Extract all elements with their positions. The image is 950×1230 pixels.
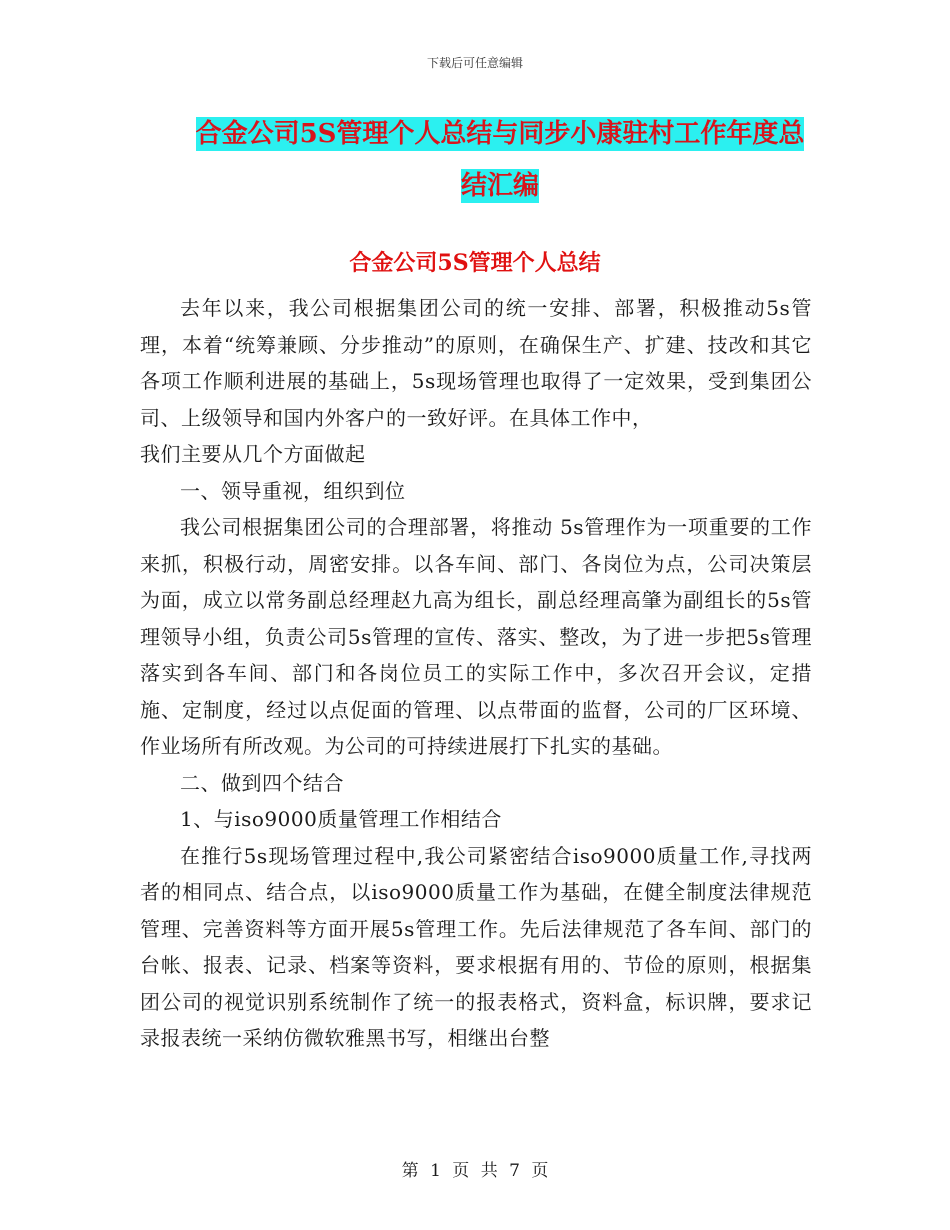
document-title [140, 108, 860, 212]
paragraph: 在推行5s现场管理过程中,我公司紧密结合iso9000质量工作,寻找两者的相同点、结合点，以iso9000质量工作为基础，在健全制度法律规范管理、完善资料等方面开展5s管理工作。先后法律规范了各车间、部门的台帐、报表、记录、档案等资料，要求根据有用的、节俭的原则，根据集团公司的视觉识别系统制作了统一的报表格式，资料盒，标识牌，要求记录报表统一采纳仿微软雅黑书写，相继出台整 [140, 843, 812, 1050]
document-title-line-2: 结汇编 [460, 171, 539, 201]
page-footer: 第 1 页 共 7 页 [401, 1161, 549, 1181]
paragraph: 1、与iso9000质量管理工作相结合 [180, 807, 502, 831]
document-title-line-1: 合金公司5S管理个人总结与同步小康驻村工作年度总 [195, 119, 805, 149]
paragraph: 去年以来，我公司根据集团公司的统一安排、部署，积极推动5s管理，本着“统筹兼顾、分步推动”的原则，在确保生产、扩建、技改和其它各项工作顺利进展的基础上，5s现场管理也取得了一定效果，受到集团公司、上级领导和国内外客户的一致好评。在具体工作中， [140, 296, 812, 430]
document-body [140, 290, 812, 1057]
section-title: 合金公司5S管理个人总结 [349, 250, 601, 276]
paragraph: 一、领导重视，组织到位 [180, 478, 406, 503]
paragraph: 我们主要从几个方面做起 [140, 442, 366, 466]
paragraph: 二、做到四个结合 [180, 770, 344, 795]
header-note: 下载后可任意编辑 [426, 56, 523, 70]
paragraph: 我公司根据集团公司的合理部署，将推动 5s管理作为一项重要的工作来抓，积极行动，周密安排。以各车间、部门、各岗位为点，公司决策层为面，成立以常务副总经理赵九高为组长，副总经理高肇为副组长的5s管理领导小组，负责公司5s管理的宣传、落实、整改，为了进一步把5s管理落实到各车间、部门和各岗位员工的实际工作中，多次召开会议，定措施、定制度，经过以点促面的管理、以点带面的监督，公司的厂区环境、作业场所有所改观。为公司的可持续进展打下扎实的基础。 [140, 515, 812, 758]
